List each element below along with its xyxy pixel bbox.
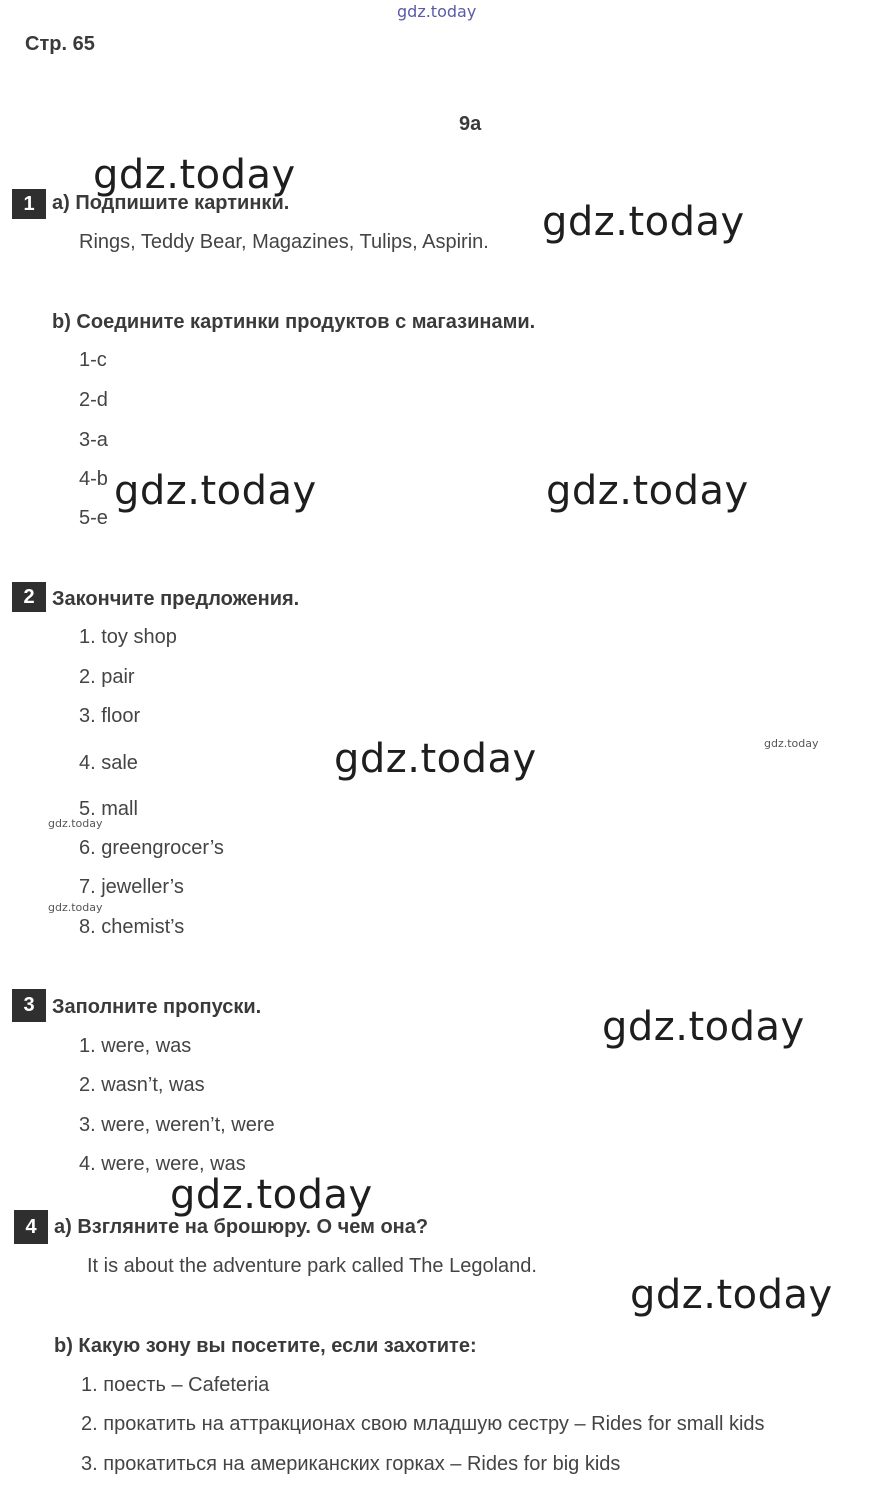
list-item: 2-d [79,389,108,411]
exercise-1a-answer: Rings, Teddy Bear, Magazines, Tulips, Aspirin. [79,231,489,253]
list-item: 1. поесть – Cafeteria [81,1374,270,1396]
list-item: 6. greengrocer’s [79,837,224,859]
watermark-small: gdz.today [764,737,819,750]
list-item: 3-a [79,429,108,451]
watermark: gdz.today [170,1172,373,1218]
list-item: 2. wasn’t, was [79,1074,205,1096]
watermark: gdz.today [334,736,537,782]
exercise-2-number: 2 [12,582,46,612]
list-item: 4. sale [79,752,138,774]
watermark: gdz.today [542,199,745,245]
watermark: gdz.today [630,1272,833,1318]
list-item: 7. jeweller’s [79,876,184,898]
list-item: 4. were, were, was [79,1153,246,1175]
list-item: 4-b [79,468,108,490]
exercise-1b-title: b) Соедините картинки продуктов с магазинами. [52,311,536,333]
list-item: 3. were, weren’t, were [79,1114,275,1136]
watermark: gdz.today [602,1004,805,1050]
exercise-4a-title: a) Взгляните на брошюру. О чем она? [54,1216,429,1238]
list-item: 8. chemist’s [79,916,185,938]
list-item: 3. прокатиться на американских горках – Rides for big kids [81,1453,621,1475]
list-item: 1. toy shop [79,626,177,648]
watermark: gdz.today [546,468,749,514]
watermark: gdz.today [114,468,317,514]
list-item: 5-e [79,507,108,529]
watermark-top: gdz.today [397,2,477,21]
list-item: 1-c [79,349,107,371]
list-item: 5. mall [79,798,138,820]
list-item: 1. were, was [79,1035,192,1057]
exercise-3-number: 3 [12,989,46,1022]
exercise-3-title: Заполните пропуски. [52,996,262,1018]
exercise-4-number: 4 [14,1210,48,1244]
list-item: 3. floor [79,705,141,727]
exercise-4b-title: b) Какую зону вы посетите, если захотите: [54,1335,477,1357]
list-item: 2. прокатить на аттракционах свою младшую сестру – Rides for small kids [81,1413,765,1435]
watermark-small: gdz.today [48,901,103,914]
unit-title: 9a [459,113,482,135]
exercise-4a-answer: It is about the adventure park called The Legoland. [87,1255,537,1277]
list-item: 2. pair [79,666,135,688]
exercise-2-title: Закончите предложения. [52,588,300,610]
watermark: gdz.today [93,152,296,198]
watermark-small: gdz.today [48,817,103,830]
page-label: Стр. 65 [25,33,95,55]
exercise-1a-title: a) Подпишите картинки. [52,192,290,214]
exercise-1-number: 1 [12,189,46,219]
